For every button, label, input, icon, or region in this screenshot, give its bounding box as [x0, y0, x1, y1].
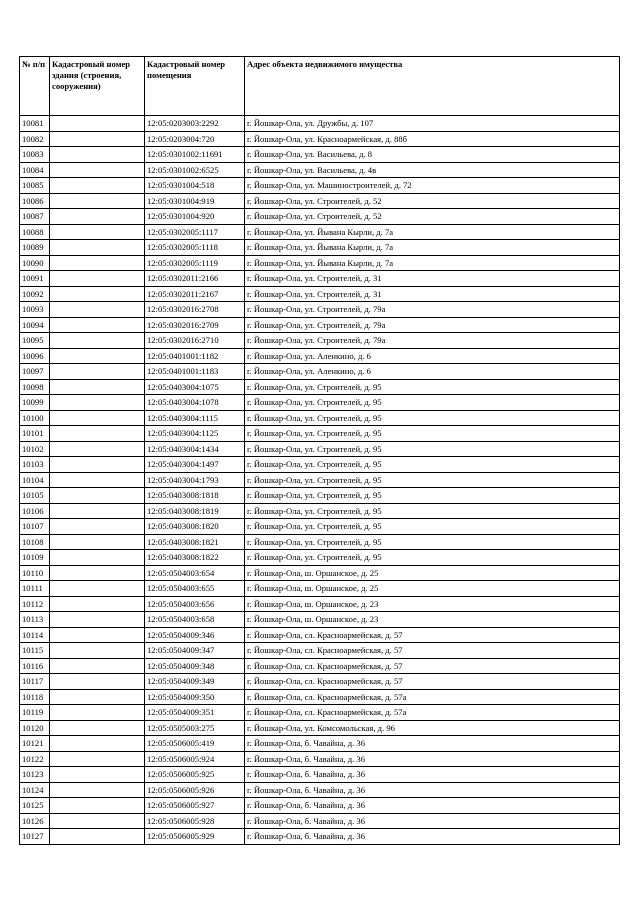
table-header-row	[20, 57, 620, 116]
cell-row-number: 10126	[20, 813, 50, 829]
cell-building-cadastral-number	[50, 209, 145, 225]
cell-building-cadastral-number	[50, 782, 145, 798]
cell-premises-cadastral-number: 12:05:0203003:2292	[145, 116, 245, 132]
table-row	[20, 782, 620, 798]
cell-row-number: 10095	[20, 333, 50, 349]
cell-building-cadastral-number	[50, 271, 145, 287]
cell-address: г. Йошкар-Ола, ул. Красноармейская, д. 88б	[245, 131, 620, 147]
table-row	[20, 379, 620, 395]
cell-building-cadastral-number	[50, 534, 145, 550]
cell-premises-cadastral-number: 12:05:0504003:655	[145, 581, 245, 597]
cell-row-number: 10124	[20, 782, 50, 798]
table-row	[20, 348, 620, 364]
cell-address: г. Йошкар-Ола, б. Чавайна, д. 36	[245, 767, 620, 783]
cell-address: г. Йошкар-Ола, б. Чавайна, д. 36	[245, 829, 620, 845]
cell-building-cadastral-number	[50, 147, 145, 163]
cell-row-number: 10094	[20, 317, 50, 333]
cell-row-number: 10088	[20, 224, 50, 240]
cell-row-number: 10119	[20, 705, 50, 721]
cell-building-cadastral-number	[50, 720, 145, 736]
cell-row-number: 10114	[20, 627, 50, 643]
table-row	[20, 472, 620, 488]
cell-building-cadastral-number	[50, 813, 145, 829]
cell-address: г. Йошкар-Ола, ул. Строителей, д. 79а	[245, 317, 620, 333]
cell-premises-cadastral-number: 12:05:0302005:1118	[145, 240, 245, 256]
cell-premises-cadastral-number: 12:05:0403004:1793	[145, 472, 245, 488]
cell-premises-cadastral-number: 12:05:0403008:1822	[145, 550, 245, 566]
table-row	[20, 426, 620, 442]
cell-address: г. Йошкар-Ола, ул. Строителей, д. 95	[245, 410, 620, 426]
table-row	[20, 736, 620, 752]
table-row	[20, 116, 620, 132]
cell-premises-cadastral-number: 12:05:0506005:924	[145, 751, 245, 767]
cell-building-cadastral-number	[50, 596, 145, 612]
cell-premises-cadastral-number: 12:05:0401001:1182	[145, 348, 245, 364]
cell-address: г. Йошкар-Ола, ул. Строителей, д. 52	[245, 193, 620, 209]
cell-building-cadastral-number	[50, 612, 145, 628]
header-row-number: № п/п	[20, 57, 50, 116]
cell-building-cadastral-number	[50, 627, 145, 643]
cell-row-number: 10087	[20, 209, 50, 225]
cell-address: г. Йошкар-Ола, ул. Аленкино, д. 6	[245, 348, 620, 364]
table-row	[20, 612, 620, 628]
table-row	[20, 674, 620, 690]
cell-address: г. Йошкар-Ола, ул. Строителей, д. 95	[245, 457, 620, 473]
cell-premises-cadastral-number: 12:05:0203004:720	[145, 131, 245, 147]
table-row	[20, 751, 620, 767]
cell-row-number: 10109	[20, 550, 50, 566]
table-body	[20, 116, 620, 845]
cell-premises-cadastral-number: 12:05:0506005:925	[145, 767, 245, 783]
cell-premises-cadastral-number: 12:05:0504009:350	[145, 689, 245, 705]
cell-row-number: 10099	[20, 395, 50, 411]
cell-address: г. Йошкар-Ола, ш. Оршанское, д. 25	[245, 581, 620, 597]
cell-building-cadastral-number	[50, 689, 145, 705]
cell-address: г. Йошкар-Ола, ул. Строителей, д. 95	[245, 441, 620, 457]
property-registry-table	[19, 56, 620, 845]
cell-address: г. Йошкар-Ола, сл. Красноармейская, д. 57а	[245, 689, 620, 705]
table-row	[20, 178, 620, 194]
cell-row-number: 10113	[20, 612, 50, 628]
table-row	[20, 658, 620, 674]
cell-building-cadastral-number	[50, 255, 145, 271]
cell-premises-cadastral-number: 12:05:0302016:2708	[145, 302, 245, 318]
cell-building-cadastral-number	[50, 736, 145, 752]
header-premises-cadastral-number: Кадастровый номер помещения	[145, 57, 245, 116]
cell-building-cadastral-number	[50, 674, 145, 690]
cell-building-cadastral-number	[50, 503, 145, 519]
table-row	[20, 131, 620, 147]
cell-premises-cadastral-number: 12:05:0403004:1497	[145, 457, 245, 473]
cell-building-cadastral-number	[50, 317, 145, 333]
cell-row-number: 10100	[20, 410, 50, 426]
cell-address: г. Йошкар-Ола, б. Чавайна, д. 36	[245, 813, 620, 829]
cell-row-number: 10104	[20, 472, 50, 488]
cell-address: г. Йошкар-Ола, ул. Строителей, д. 95	[245, 519, 620, 535]
cell-address: г. Йошкар-Ола, сл. Красноармейская, д. 57	[245, 627, 620, 643]
table-row	[20, 441, 620, 457]
cell-row-number: 10093	[20, 302, 50, 318]
cell-address: г. Йошкар-Ола, сл. Красноармейская, д. 57	[245, 643, 620, 659]
table-row	[20, 255, 620, 271]
cell-building-cadastral-number	[50, 395, 145, 411]
table-row	[20, 767, 620, 783]
table-row	[20, 581, 620, 597]
cell-row-number: 10122	[20, 751, 50, 767]
cell-address: г. Йошкар-Ола, ул. Дружбы, д. 107	[245, 116, 620, 132]
cell-premises-cadastral-number: 12:05:0504009:347	[145, 643, 245, 659]
cell-building-cadastral-number	[50, 240, 145, 256]
table-row	[20, 193, 620, 209]
cell-address: г. Йошкар-Ола, ш. Оршанское, д. 23	[245, 596, 620, 612]
cell-building-cadastral-number	[50, 829, 145, 845]
cell-address: г. Йошкар-Ола, ул. Комсомольская, д. 96	[245, 720, 620, 736]
table-row	[20, 457, 620, 473]
cell-premises-cadastral-number: 12:05:0403008:1820	[145, 519, 245, 535]
cell-building-cadastral-number	[50, 565, 145, 581]
cell-row-number: 10101	[20, 426, 50, 442]
cell-address: г. Йошкар-Ола, ул. Строителей, д. 95	[245, 534, 620, 550]
cell-address: г. Йошкар-Ола, сл. Красноармейская, д. 57а	[245, 705, 620, 721]
cell-row-number: 10102	[20, 441, 50, 457]
cell-row-number: 10117	[20, 674, 50, 690]
table-row	[20, 798, 620, 814]
cell-building-cadastral-number	[50, 410, 145, 426]
cell-row-number: 10091	[20, 271, 50, 287]
cell-premises-cadastral-number: 12:05:0506005:928	[145, 813, 245, 829]
table-row	[20, 240, 620, 256]
table-row	[20, 302, 620, 318]
cell-address: г. Йошкар-Ола, б. Чавайна, д. 36	[245, 751, 620, 767]
cell-building-cadastral-number	[50, 333, 145, 349]
cell-premises-cadastral-number: 12:05:0401001:1183	[145, 364, 245, 380]
cell-building-cadastral-number	[50, 441, 145, 457]
cell-row-number: 10103	[20, 457, 50, 473]
cell-building-cadastral-number	[50, 193, 145, 209]
table-row	[20, 534, 620, 550]
cell-premises-cadastral-number: 12:05:0506005:419	[145, 736, 245, 752]
cell-row-number: 10127	[20, 829, 50, 845]
cell-address: г. Йошкар-Ола, ул. Строителей, д. 31	[245, 286, 620, 302]
cell-building-cadastral-number	[50, 286, 145, 302]
cell-premises-cadastral-number: 12:05:0504003:654	[145, 565, 245, 581]
table-row	[20, 813, 620, 829]
table-row	[20, 596, 620, 612]
cell-premises-cadastral-number: 12:05:0302016:2710	[145, 333, 245, 349]
cell-row-number: 10112	[20, 596, 50, 612]
cell-premises-cadastral-number: 12:05:0403008:1818	[145, 488, 245, 504]
cell-building-cadastral-number	[50, 348, 145, 364]
cell-premises-cadastral-number: 12:05:0302011:2166	[145, 271, 245, 287]
cell-row-number: 10081	[20, 116, 50, 132]
cell-premises-cadastral-number: 12:05:0504009:346	[145, 627, 245, 643]
cell-premises-cadastral-number: 12:05:0302005:1117	[145, 224, 245, 240]
cell-row-number: 10107	[20, 519, 50, 535]
cell-building-cadastral-number	[50, 798, 145, 814]
cell-row-number: 10118	[20, 689, 50, 705]
cell-premises-cadastral-number: 12:05:0403004:1075	[145, 379, 245, 395]
cell-building-cadastral-number	[50, 131, 145, 147]
cell-address: г. Йошкар-Ола, сл. Красноармейская, д. 57	[245, 658, 620, 674]
cell-building-cadastral-number	[50, 426, 145, 442]
cell-premises-cadastral-number: 12:05:0506005:927	[145, 798, 245, 814]
cell-address: г. Йошкар-Ола, ул. Васильева, д. 4в	[245, 162, 620, 178]
cell-premises-cadastral-number: 12:05:0302005:1119	[145, 255, 245, 271]
cell-premises-cadastral-number: 12:05:0506005:926	[145, 782, 245, 798]
cell-building-cadastral-number	[50, 658, 145, 674]
cell-premises-cadastral-number: 12:05:0301002:6525	[145, 162, 245, 178]
cell-premises-cadastral-number: 12:05:0403004:1434	[145, 441, 245, 457]
table-row	[20, 720, 620, 736]
cell-address: г. Йошкар-Ола, ш. Оршанское, д. 25	[245, 565, 620, 581]
cell-premises-cadastral-number: 12:05:0504003:656	[145, 596, 245, 612]
cell-premises-cadastral-number: 12:05:0504009:351	[145, 705, 245, 721]
table-row	[20, 410, 620, 426]
cell-address: г. Йошкар-Ола, ул. Строителей, д. 95	[245, 395, 620, 411]
cell-row-number: 10105	[20, 488, 50, 504]
cell-building-cadastral-number	[50, 550, 145, 566]
table-row	[20, 364, 620, 380]
cell-building-cadastral-number	[50, 767, 145, 783]
cell-building-cadastral-number	[50, 162, 145, 178]
cell-premises-cadastral-number: 12:05:0403004:1115	[145, 410, 245, 426]
cell-row-number: 10111	[20, 581, 50, 597]
cell-premises-cadastral-number: 12:05:0301004:518	[145, 178, 245, 194]
cell-premises-cadastral-number: 12:05:0504009:348	[145, 658, 245, 674]
cell-building-cadastral-number	[50, 116, 145, 132]
cell-building-cadastral-number	[50, 302, 145, 318]
cell-building-cadastral-number	[50, 379, 145, 395]
cell-address: г. Йошкар-Ола, б. Чавайна, д. 36	[245, 782, 620, 798]
cell-building-cadastral-number	[50, 581, 145, 597]
cell-row-number: 10084	[20, 162, 50, 178]
cell-premises-cadastral-number: 12:05:0403008:1819	[145, 503, 245, 519]
table-row	[20, 627, 620, 643]
cell-premises-cadastral-number: 12:05:0505003:275	[145, 720, 245, 736]
table-row	[20, 503, 620, 519]
cell-row-number: 10097	[20, 364, 50, 380]
cell-address: г. Йошкар-Ола, ш. Оршанское, д. 23	[245, 612, 620, 628]
table-row	[20, 209, 620, 225]
cell-address: г. Йошкар-Ола, ул. Аленкино, д. 6	[245, 364, 620, 380]
cell-address: г. Йошкар-Ола, ул. Строителей, д. 79а	[245, 333, 620, 349]
table-row	[20, 488, 620, 504]
cell-building-cadastral-number	[50, 519, 145, 535]
cell-building-cadastral-number	[50, 488, 145, 504]
cell-address: г. Йошкар-Ола, ул. Йывана Кырли, д. 7а	[245, 240, 620, 256]
table-row	[20, 565, 620, 581]
cell-row-number: 10125	[20, 798, 50, 814]
cell-premises-cadastral-number: 12:05:0506005:929	[145, 829, 245, 845]
cell-premises-cadastral-number: 12:05:0302011:2167	[145, 286, 245, 302]
cell-premises-cadastral-number: 12:05:0403008:1821	[145, 534, 245, 550]
cell-row-number: 10082	[20, 131, 50, 147]
table-row	[20, 829, 620, 845]
cell-row-number: 10108	[20, 534, 50, 550]
cell-row-number: 10123	[20, 767, 50, 783]
cell-address: г. Йошкар-Ола, ул. Строителей, д. 95	[245, 426, 620, 442]
cell-address: г. Йошкар-Ола, ул. Васильева, д. 8	[245, 147, 620, 163]
cell-address: г. Йошкар-Ола, ул. Машиностроителей, д. 72	[245, 178, 620, 194]
cell-address: г. Йошкар-Ола, ул. Строителей, д. 95	[245, 503, 620, 519]
cell-address: г. Йошкар-Ола, ул. Строителей, д. 95	[245, 488, 620, 504]
cell-building-cadastral-number	[50, 224, 145, 240]
cell-row-number: 10106	[20, 503, 50, 519]
cell-premises-cadastral-number: 12:05:0301004:919	[145, 193, 245, 209]
table-row	[20, 162, 620, 178]
table-row	[20, 317, 620, 333]
cell-row-number: 10083	[20, 147, 50, 163]
cell-address: г. Йошкар-Ола, сл. Красноармейская, д. 57	[245, 674, 620, 690]
cell-building-cadastral-number	[50, 178, 145, 194]
cell-building-cadastral-number	[50, 643, 145, 659]
cell-address: г. Йошкар-Ола, ул. Строителей, д. 95	[245, 379, 620, 395]
cell-row-number: 10098	[20, 379, 50, 395]
cell-premises-cadastral-number: 12:05:0301002:11691	[145, 147, 245, 163]
cell-row-number: 10085	[20, 178, 50, 194]
cell-address: г. Йошкар-Ола, ул. Строителей, д. 79а	[245, 302, 620, 318]
cell-row-number: 10120	[20, 720, 50, 736]
cell-row-number: 10096	[20, 348, 50, 364]
cell-address: г. Йошкар-Ола, б. Чавайна, д. 36	[245, 798, 620, 814]
table-row	[20, 333, 620, 349]
cell-building-cadastral-number	[50, 751, 145, 767]
cell-premises-cadastral-number: 12:05:0403004:1078	[145, 395, 245, 411]
table-row	[20, 271, 620, 287]
table-row	[20, 147, 620, 163]
table-row	[20, 689, 620, 705]
header-building-cadastral-number: Кадастровый номер здания (строения, сооружения)	[50, 57, 145, 116]
table-row	[20, 519, 620, 535]
cell-row-number: 10090	[20, 255, 50, 271]
cell-address: г. Йошкар-Ола, ул. Строителей, д. 52	[245, 209, 620, 225]
table-row	[20, 395, 620, 411]
table-row	[20, 224, 620, 240]
cell-address: г. Йошкар-Ола, ул. Строителей, д. 31	[245, 271, 620, 287]
cell-premises-cadastral-number: 12:05:0302016:2709	[145, 317, 245, 333]
cell-row-number: 10092	[20, 286, 50, 302]
cell-address: г. Йошкар-Ола, ул. Йывана Кырли, д. 7а	[245, 224, 620, 240]
table-row	[20, 286, 620, 302]
cell-row-number: 10086	[20, 193, 50, 209]
cell-premises-cadastral-number: 12:05:0301004:920	[145, 209, 245, 225]
cell-premises-cadastral-number: 12:05:0504003:658	[145, 612, 245, 628]
cell-row-number: 10121	[20, 736, 50, 752]
cell-address: г. Йошкар-Ола, ул. Строителей, д. 95	[245, 472, 620, 488]
cell-row-number: 10116	[20, 658, 50, 674]
table-row	[20, 705, 620, 721]
cell-address: г. Йошкар-Ола, ул. Йывана Кырли, д. 7а	[245, 255, 620, 271]
cell-building-cadastral-number	[50, 472, 145, 488]
cell-address: г. Йошкар-Ола, ул. Строителей, д. 95	[245, 550, 620, 566]
cell-premises-cadastral-number: 12:05:0504009:349	[145, 674, 245, 690]
cell-building-cadastral-number	[50, 457, 145, 473]
cell-row-number: 10115	[20, 643, 50, 659]
cell-address: г. Йошкар-Ола, б. Чавайна, д. 36	[245, 736, 620, 752]
header-address: Адрес объекта недвижимого имущества	[245, 57, 620, 116]
table-row	[20, 550, 620, 566]
table-row	[20, 643, 620, 659]
cell-row-number: 10089	[20, 240, 50, 256]
cell-premises-cadastral-number: 12:05:0403004:1125	[145, 426, 245, 442]
cell-row-number: 10110	[20, 565, 50, 581]
cell-building-cadastral-number	[50, 705, 145, 721]
cell-building-cadastral-number	[50, 364, 145, 380]
